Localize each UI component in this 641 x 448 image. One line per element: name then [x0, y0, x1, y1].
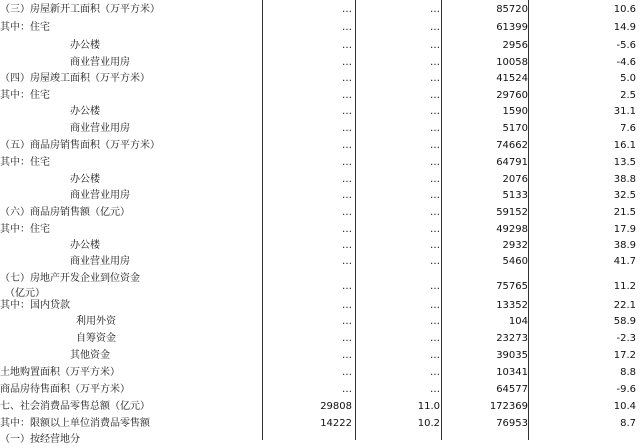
cell-cumulative: 75765 [496, 281, 528, 292]
cell-current-month: … [342, 300, 352, 311]
cell-current-growth: … [430, 106, 440, 117]
cell-current-growth: … [430, 256, 440, 267]
cell-current-growth: 11.0 [417, 401, 440, 412]
cell-cumulative: 2956 [502, 40, 528, 51]
table-row [0, 38, 641, 54]
table-row [0, 416, 641, 432]
row-label: 商业营业用房 [70, 57, 130, 68]
cell-current-month: … [342, 140, 352, 151]
cell-cumulative: 64577 [496, 384, 528, 395]
cell-cumulative: 61399 [496, 22, 528, 33]
cell-current-growth: … [430, 140, 440, 151]
cell-current-month: … [342, 384, 352, 395]
table-row [0, 382, 641, 398]
cell-cumulative-growth: 17.9 [613, 224, 636, 235]
cell-current-month: … [342, 333, 352, 344]
row-label: 商业营业用房 [70, 256, 130, 267]
cell-cumulative-growth: 5.0 [620, 73, 636, 84]
cell-current-month: … [342, 207, 352, 218]
cell-cumulative-growth: 2.5 [620, 90, 636, 101]
cell-current-growth: 10.2 [417, 418, 440, 429]
cell-current-month: … [342, 73, 352, 84]
row-label: 七、社会消费品零售总额（亿元） [0, 401, 150, 412]
row-label: （三）房屋新开工面积（万平方米） [0, 4, 160, 15]
cell-current-month: … [342, 40, 352, 51]
cell-current-growth: … [430, 40, 440, 51]
table-row [0, 172, 641, 188]
row-label: 商业营业用房 [70, 123, 130, 134]
cell-current-month: … [342, 367, 352, 378]
table-row [0, 88, 641, 104]
cell-cumulative-growth: 32.5 [613, 190, 636, 201]
cell-current-growth: … [430, 281, 440, 292]
row-label: （六）商品房销售额（亿元） [0, 207, 130, 218]
cell-cumulative: 74662 [496, 140, 528, 151]
cell-current-growth: … [430, 240, 440, 251]
cell-current-growth: … [430, 22, 440, 33]
cell-current-month: … [342, 106, 352, 117]
cell-cumulative-growth: -2.3 [616, 333, 636, 344]
table-row [0, 238, 641, 254]
cell-current-growth: … [430, 4, 440, 15]
cell-current-month: … [342, 224, 352, 235]
cell-cumulative: 5460 [502, 256, 528, 267]
cell-current-growth: … [430, 384, 440, 395]
cell-current-month: … [342, 190, 352, 201]
cell-cumulative: 10341 [496, 367, 528, 378]
row-label: 其中：住宅 [0, 22, 50, 33]
cell-cumulative: 2076 [502, 174, 528, 185]
cell-current-month: … [342, 123, 352, 134]
row-label: 利用外资 [76, 316, 116, 327]
cell-current-growth: … [430, 57, 440, 68]
table-row [0, 331, 641, 347]
cell-current-month: … [342, 157, 352, 168]
cell-cumulative: 76953 [496, 418, 528, 429]
table-row [0, 20, 641, 36]
cell-cumulative: 41524 [496, 73, 528, 84]
cell-cumulative-growth: 41.7 [613, 256, 636, 267]
row-label: （四）房屋竣工面积（万平方米） [0, 73, 150, 84]
cell-cumulative: 23273 [496, 333, 528, 344]
cell-cumulative-growth: -4.6 [616, 57, 636, 68]
row-label: 商品房待售面积（万平方米） [0, 384, 130, 395]
row-label: 其他资金 [70, 350, 110, 361]
row-label: 其中：住宅 [0, 224, 50, 235]
cell-cumulative: 5170 [502, 123, 528, 134]
cell-current-growth: … [430, 123, 440, 134]
table-row [0, 2, 641, 18]
table-row [0, 348, 641, 364]
table-row [0, 155, 641, 171]
row-label: （一）按经营地分 [0, 434, 80, 445]
cell-current-month: … [342, 256, 352, 267]
cell-current-month: … [342, 350, 352, 361]
table-row [0, 432, 641, 448]
table-row [0, 314, 641, 330]
row-label: 办公楼 [70, 106, 100, 117]
cell-cumulative-growth: 58.9 [613, 316, 636, 327]
cell-cumulative-growth: 10.6 [613, 4, 636, 15]
cell-cumulative: 85720 [496, 4, 528, 15]
cell-cumulative-growth: 17.2 [613, 350, 636, 361]
cell-current-month: … [342, 240, 352, 251]
table-row [0, 205, 641, 221]
row-label: 办公楼 [70, 240, 100, 251]
cell-cumulative: 5133 [502, 190, 528, 201]
cell-current-growth: … [430, 207, 440, 218]
cell-cumulative-growth: 38.8 [613, 174, 636, 185]
cell-cumulative-growth: 22.1 [613, 300, 636, 311]
table-row [0, 188, 641, 204]
cell-current-month: 29808 [320, 401, 352, 412]
cell-cumulative-growth: 21.5 [613, 207, 636, 218]
table-row [0, 365, 641, 381]
cell-current-growth: … [430, 157, 440, 168]
cell-cumulative-growth: 13.5 [613, 157, 636, 168]
row-label: 土地购置面积（万平方米） [0, 367, 120, 378]
cell-current-growth: … [430, 300, 440, 311]
row-label: 其中：国内贷款 [0, 300, 70, 311]
cell-cumulative: 10058 [496, 57, 528, 68]
cell-current-growth: … [430, 367, 440, 378]
table-row [0, 399, 641, 415]
cell-current-month: … [342, 4, 352, 15]
cell-cumulative-growth: 38.9 [613, 240, 636, 251]
cell-cumulative-growth: 10.4 [613, 401, 636, 412]
cell-cumulative-growth: 8.7 [620, 418, 636, 429]
cell-current-month: … [342, 281, 352, 292]
table-row [0, 71, 641, 87]
row-label: 办公楼 [70, 174, 100, 185]
cell-cumulative: 59152 [496, 207, 528, 218]
cell-cumulative-growth: 11.2 [613, 281, 636, 292]
cell-current-month: 14222 [320, 418, 352, 429]
cell-current-growth: … [430, 224, 440, 235]
row-label: （七）房地产开发企业到位资金 [0, 273, 140, 284]
cell-cumulative-growth: -5.6 [616, 40, 636, 51]
table-row [0, 55, 641, 71]
cell-current-month: … [342, 316, 352, 327]
cell-cumulative-growth: 31.1 [613, 106, 636, 117]
cell-cumulative-growth: -9.6 [616, 384, 636, 395]
row-label: 办公楼 [70, 40, 100, 51]
cell-cumulative: 29760 [496, 90, 528, 101]
row-label-continued: （亿元） [5, 288, 45, 299]
table-row [0, 254, 641, 270]
cell-cumulative-growth: 8.8 [620, 367, 636, 378]
cell-cumulative: 1590 [502, 106, 528, 117]
row-label: 自筹资金 [76, 333, 116, 344]
cell-current-month: … [342, 90, 352, 101]
cell-cumulative-growth: 16.1 [613, 140, 636, 151]
cell-current-growth: … [430, 333, 440, 344]
table-row [0, 138, 641, 154]
cell-current-growth: … [430, 316, 440, 327]
row-label: 其中：住宅 [0, 157, 50, 168]
cell-current-month: … [342, 174, 352, 185]
table-row [0, 222, 641, 238]
row-label: 商业营业用房 [70, 190, 130, 201]
cell-cumulative: 13352 [496, 300, 528, 311]
cell-current-month: … [342, 57, 352, 68]
cell-current-growth: … [430, 73, 440, 84]
cell-cumulative: 104 [508, 316, 528, 327]
table-row [0, 121, 641, 137]
cell-cumulative-growth: 14.9 [613, 22, 636, 33]
cell-cumulative: 2932 [502, 240, 528, 251]
cell-cumulative: 39035 [496, 350, 528, 361]
table-row [0, 298, 641, 314]
cell-current-growth: … [430, 190, 440, 201]
row-label: 其中：住宅 [0, 90, 50, 101]
cell-current-month: … [342, 22, 352, 33]
cell-cumulative-growth: 7.6 [620, 123, 636, 134]
cell-current-growth: … [430, 90, 440, 101]
cell-cumulative: 64791 [496, 157, 528, 168]
cell-cumulative: 49298 [496, 224, 528, 235]
cell-cumulative: 172369 [489, 401, 528, 412]
cell-current-growth: … [430, 174, 440, 185]
cell-current-growth: … [430, 350, 440, 361]
row-label: （五）商品房销售面积（万平方米） [0, 140, 160, 151]
table-row [0, 104, 641, 120]
row-label: 其中：限额以上单位消费品零售额 [0, 418, 150, 429]
